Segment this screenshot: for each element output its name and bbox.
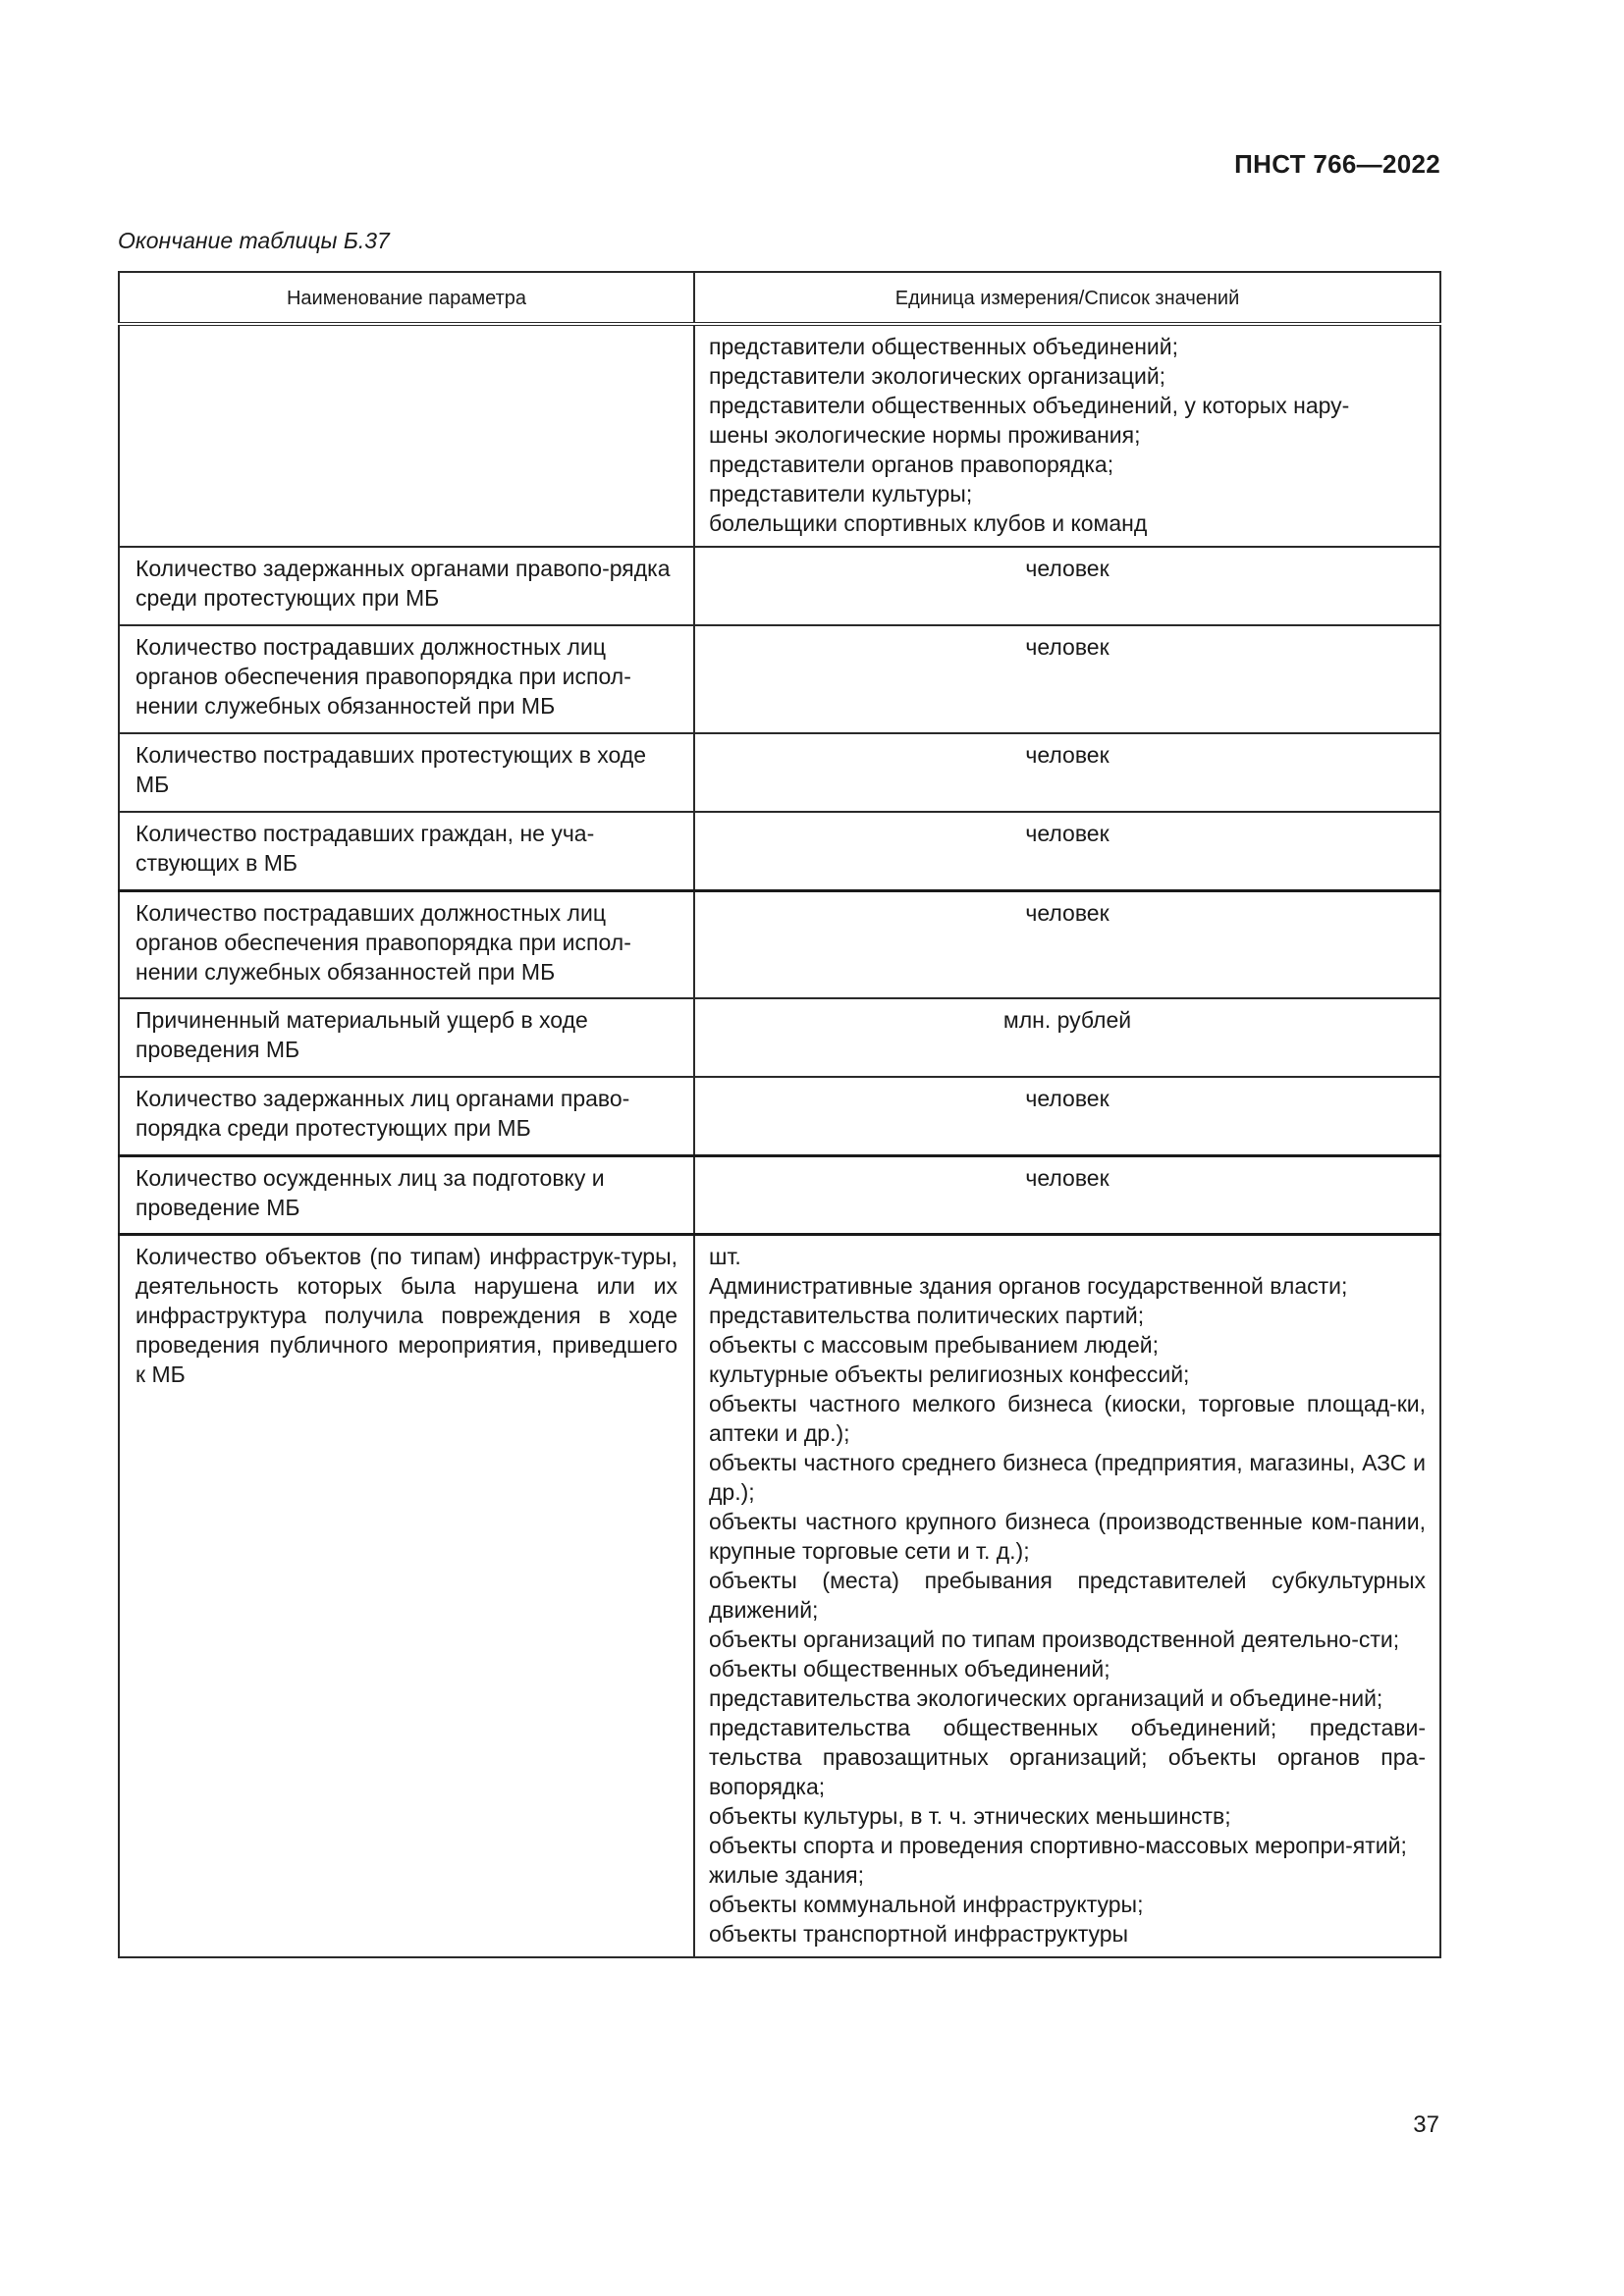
list-item: представительства экологических организаций и объедине-ний; [709, 1684, 1383, 1711]
column-header-unit: Единица измерения/Список значений [694, 272, 1440, 324]
parameter-name-cell [119, 324, 694, 547]
list-item: объекты коммунальной инфраструктуры; [709, 1891, 1144, 1917]
table-row [119, 890, 1440, 998]
list-item: представители общественных объединений, у которых нару- [709, 393, 1350, 418]
list-item: объекты (места) пребывания представителей субкультурных движений; [709, 1567, 1426, 1623]
parameter-name-cell: Количество задержанных органами правопо-рядка среди протестующих при МБ [119, 547, 694, 625]
table-row [119, 1155, 1440, 1234]
parameter-name-cell: Количество осужденных лиц за подготовку и проведение МБ [119, 1155, 694, 1234]
parameter-unit-cell: человек [694, 625, 1440, 733]
list-item: объекты общественных объединений; [709, 1655, 1110, 1682]
list-item: объекты частного мелкого бизнеса (киоски, торговые площад-ки, аптеки и др.); [709, 1390, 1426, 1446]
parameter-unit-cell: человек [694, 812, 1440, 890]
list-item: представительства общественных объединений; представи-тельства правозащитных организаций; объекты органов пра-вопорядка; [709, 1714, 1426, 1799]
list-item: представители экологических организаций; [709, 363, 1166, 389]
list-item: объекты организаций по типам производственной деятельно-сти; [709, 1626, 1400, 1652]
list-item: представители органов правопорядка; [709, 452, 1114, 477]
parameter-unit-cell: человек [694, 1155, 1440, 1234]
parameter-name-cell: Количество пострадавших должностных лиц органов обеспечения правопорядка при испол-нении служебных обязанностей при МБ [119, 625, 694, 733]
parameter-name-cell: Количество задержанных лиц органами право-порядка среди протестующих при МБ [119, 1077, 694, 1155]
parameter-unit-cell: человек [694, 890, 1440, 998]
list-item: объекты частного крупного бизнеса (производственные ком-пании, крупные торговые сети и т. д.); [709, 1508, 1426, 1564]
parameter-name-cell: Количество пострадавших должностных лиц органов обеспечения правопорядка при испол-нении служебных обязанностей при МБ [119, 890, 694, 998]
list-item: болельщики спортивных клубов и команд [709, 510, 1148, 536]
parameter-values-cell [694, 1234, 1440, 1957]
parameter-values-cell [694, 324, 1440, 547]
list-item: шт. [709, 1243, 741, 1269]
list-item: объекты частного среднего бизнеса (предприятия, магазины, АЗС и др.); [709, 1449, 1426, 1505]
list-item: жилые здания; [709, 1861, 865, 1888]
parameter-unit-cell: человек [694, 1077, 1440, 1155]
parameters-table [118, 271, 1441, 1958]
list-item: представители культуры; [709, 481, 973, 507]
list-item: объекты транспортной инфраструктуры [709, 1920, 1129, 1947]
list-item: представители общественных объединений; [709, 334, 1178, 359]
table-caption: Окончание таблицы Б.37 [118, 228, 390, 253]
table-row [119, 733, 1440, 812]
list-item: представительства политических партий; [709, 1302, 1145, 1328]
table-header-row [119, 272, 1440, 324]
table-row [119, 998, 1440, 1077]
page-number: 37 [1413, 2111, 1439, 2138]
list-item: культурные объекты религиозных конфессий; [709, 1361, 1190, 1387]
parameter-name-cell: Количество пострадавших граждан, не уча-ствующих в МБ [119, 812, 694, 890]
list-item: объекты с массовым пребыванием людей; [709, 1331, 1160, 1358]
table-row [119, 1077, 1440, 1155]
table-row [119, 1234, 1440, 1957]
table-row [119, 812, 1440, 890]
document-code: ПНСТ 766—2022 [1234, 149, 1440, 179]
table-row [119, 324, 1440, 547]
parameter-unit-cell: человек [694, 733, 1440, 812]
parameter-name-cell: Причиненный материальный ущерб в ходе проведения МБ [119, 998, 694, 1077]
table-row [119, 547, 1440, 625]
list-item: объекты культуры, в т. ч. этнических меньшинств; [709, 1802, 1231, 1829]
list-item: Административные здания органов государственной власти; [709, 1272, 1348, 1299]
parameter-unit-cell: млн. рублей [694, 998, 1440, 1077]
table-row [119, 625, 1440, 733]
parameter-unit-cell: человек [694, 547, 1440, 625]
parameter-name-cell: Количество пострадавших протестующих в ходе МБ [119, 733, 694, 812]
list-item: шены экологические нормы проживания; [709, 422, 1141, 448]
parameter-name-cell: Количество объектов (по типам) инфраструк-туры, деятельность которых была нарушена или их инфраструктура получила повреждения в ходе проведения публичного мероприятия, приведшего к МБ [119, 1234, 694, 1957]
column-header-name: Наименование параметра [119, 272, 694, 324]
list-item: объекты спорта и проведения спортивно-массовых меропри-ятий; [709, 1832, 1407, 1858]
